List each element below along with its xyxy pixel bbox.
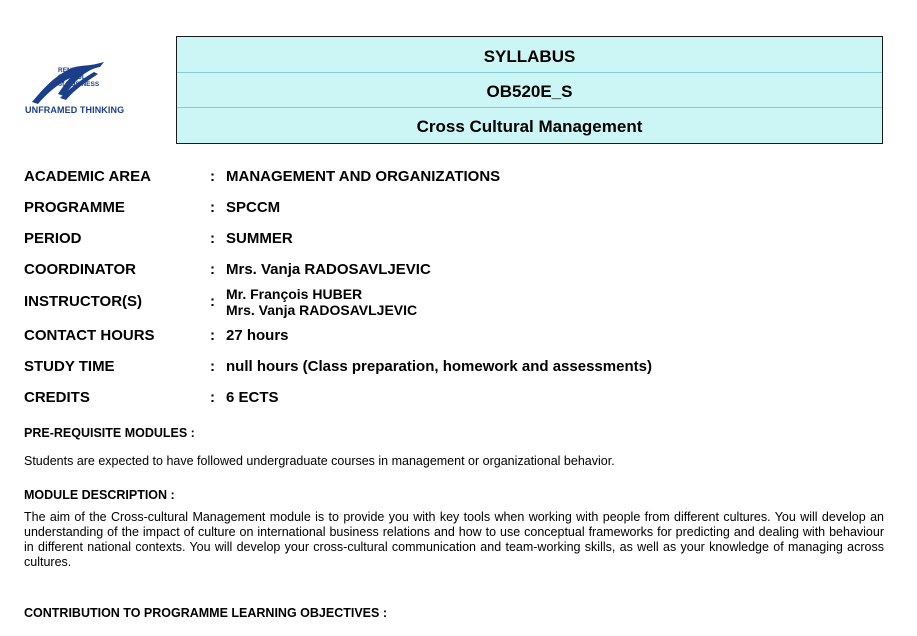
instructor-2-value: Mrs. Vanja RADOSAVLJEVIC (226, 302, 418, 318)
period-label: PERIOD (24, 230, 82, 247)
logo-wordmark: RENNES SCHOOL of BUSINESS (58, 67, 100, 88)
syllabus-header-box (176, 36, 883, 144)
module-description-text: The aim of the Cross-cultural Management module is to provide you with key tools when working with people from different cultures. You will develop an understanding of the impact of culture on international business relations and how to use conceptual frameworks for predicting and dealing with behaviour in different national contexts. You will develop your cross-cultural communication and team-working skills, as well as your knowledge of managing across cultures. (24, 510, 884, 569)
module-description-heading: MODULE DESCRIPTION : (24, 488, 175, 502)
colon: : (210, 327, 215, 344)
colon: : (210, 389, 215, 406)
colon: : (210, 261, 215, 278)
academic-area-value: MANAGEMENT AND ORGANIZATIONS (226, 168, 501, 185)
credits-label: CREDITS (24, 389, 90, 406)
programme-value: SPCCM (226, 199, 281, 216)
period-value: SUMMER (226, 230, 293, 247)
header-divider (177, 107, 882, 108)
contact-hours-value: 27 hours (226, 327, 289, 344)
academic-area-label: ACADEMIC AREA (24, 168, 151, 185)
colon: : (210, 230, 215, 247)
syllabus-title: SYLLABUS (483, 47, 576, 66)
prerequisite-text: Students are expected to have followed undergraduate courses in management or organizational behavior. (24, 454, 615, 468)
programme-label: PROGRAMME (24, 199, 125, 216)
instructor-1-value: Mr. François HUBER (226, 286, 363, 302)
colon: : (210, 199, 215, 216)
coordinator-value: Mrs. Vanja RADOSAVLJEVIC (226, 261, 431, 278)
prerequisite-heading: PRE-REQUISITE MODULES : (24, 426, 195, 440)
colon: : (210, 293, 215, 310)
credits-value: 6 ECTS (226, 389, 279, 406)
instructors-label: INSTRUCTOR(S) (24, 293, 143, 310)
study-time-label: STUDY TIME (24, 358, 115, 375)
colon: : (210, 358, 215, 375)
contribution-heading: CONTRIBUTION TO PROGRAMME LEARNING OBJECTIVES : (24, 606, 387, 620)
logo-tagline: UNFRAMED THINKING (25, 105, 125, 115)
colon: : (210, 168, 215, 185)
contact-hours-label: CONTACT HOURS (24, 327, 155, 344)
course-code: OB520E_S (486, 82, 573, 101)
course-name: Cross Cultural Management (416, 117, 643, 136)
header-divider (177, 72, 882, 73)
coordinator-label: COORDINATOR (24, 261, 136, 278)
study-time-value: null hours (Class preparation, homework and assessments) (226, 358, 652, 375)
